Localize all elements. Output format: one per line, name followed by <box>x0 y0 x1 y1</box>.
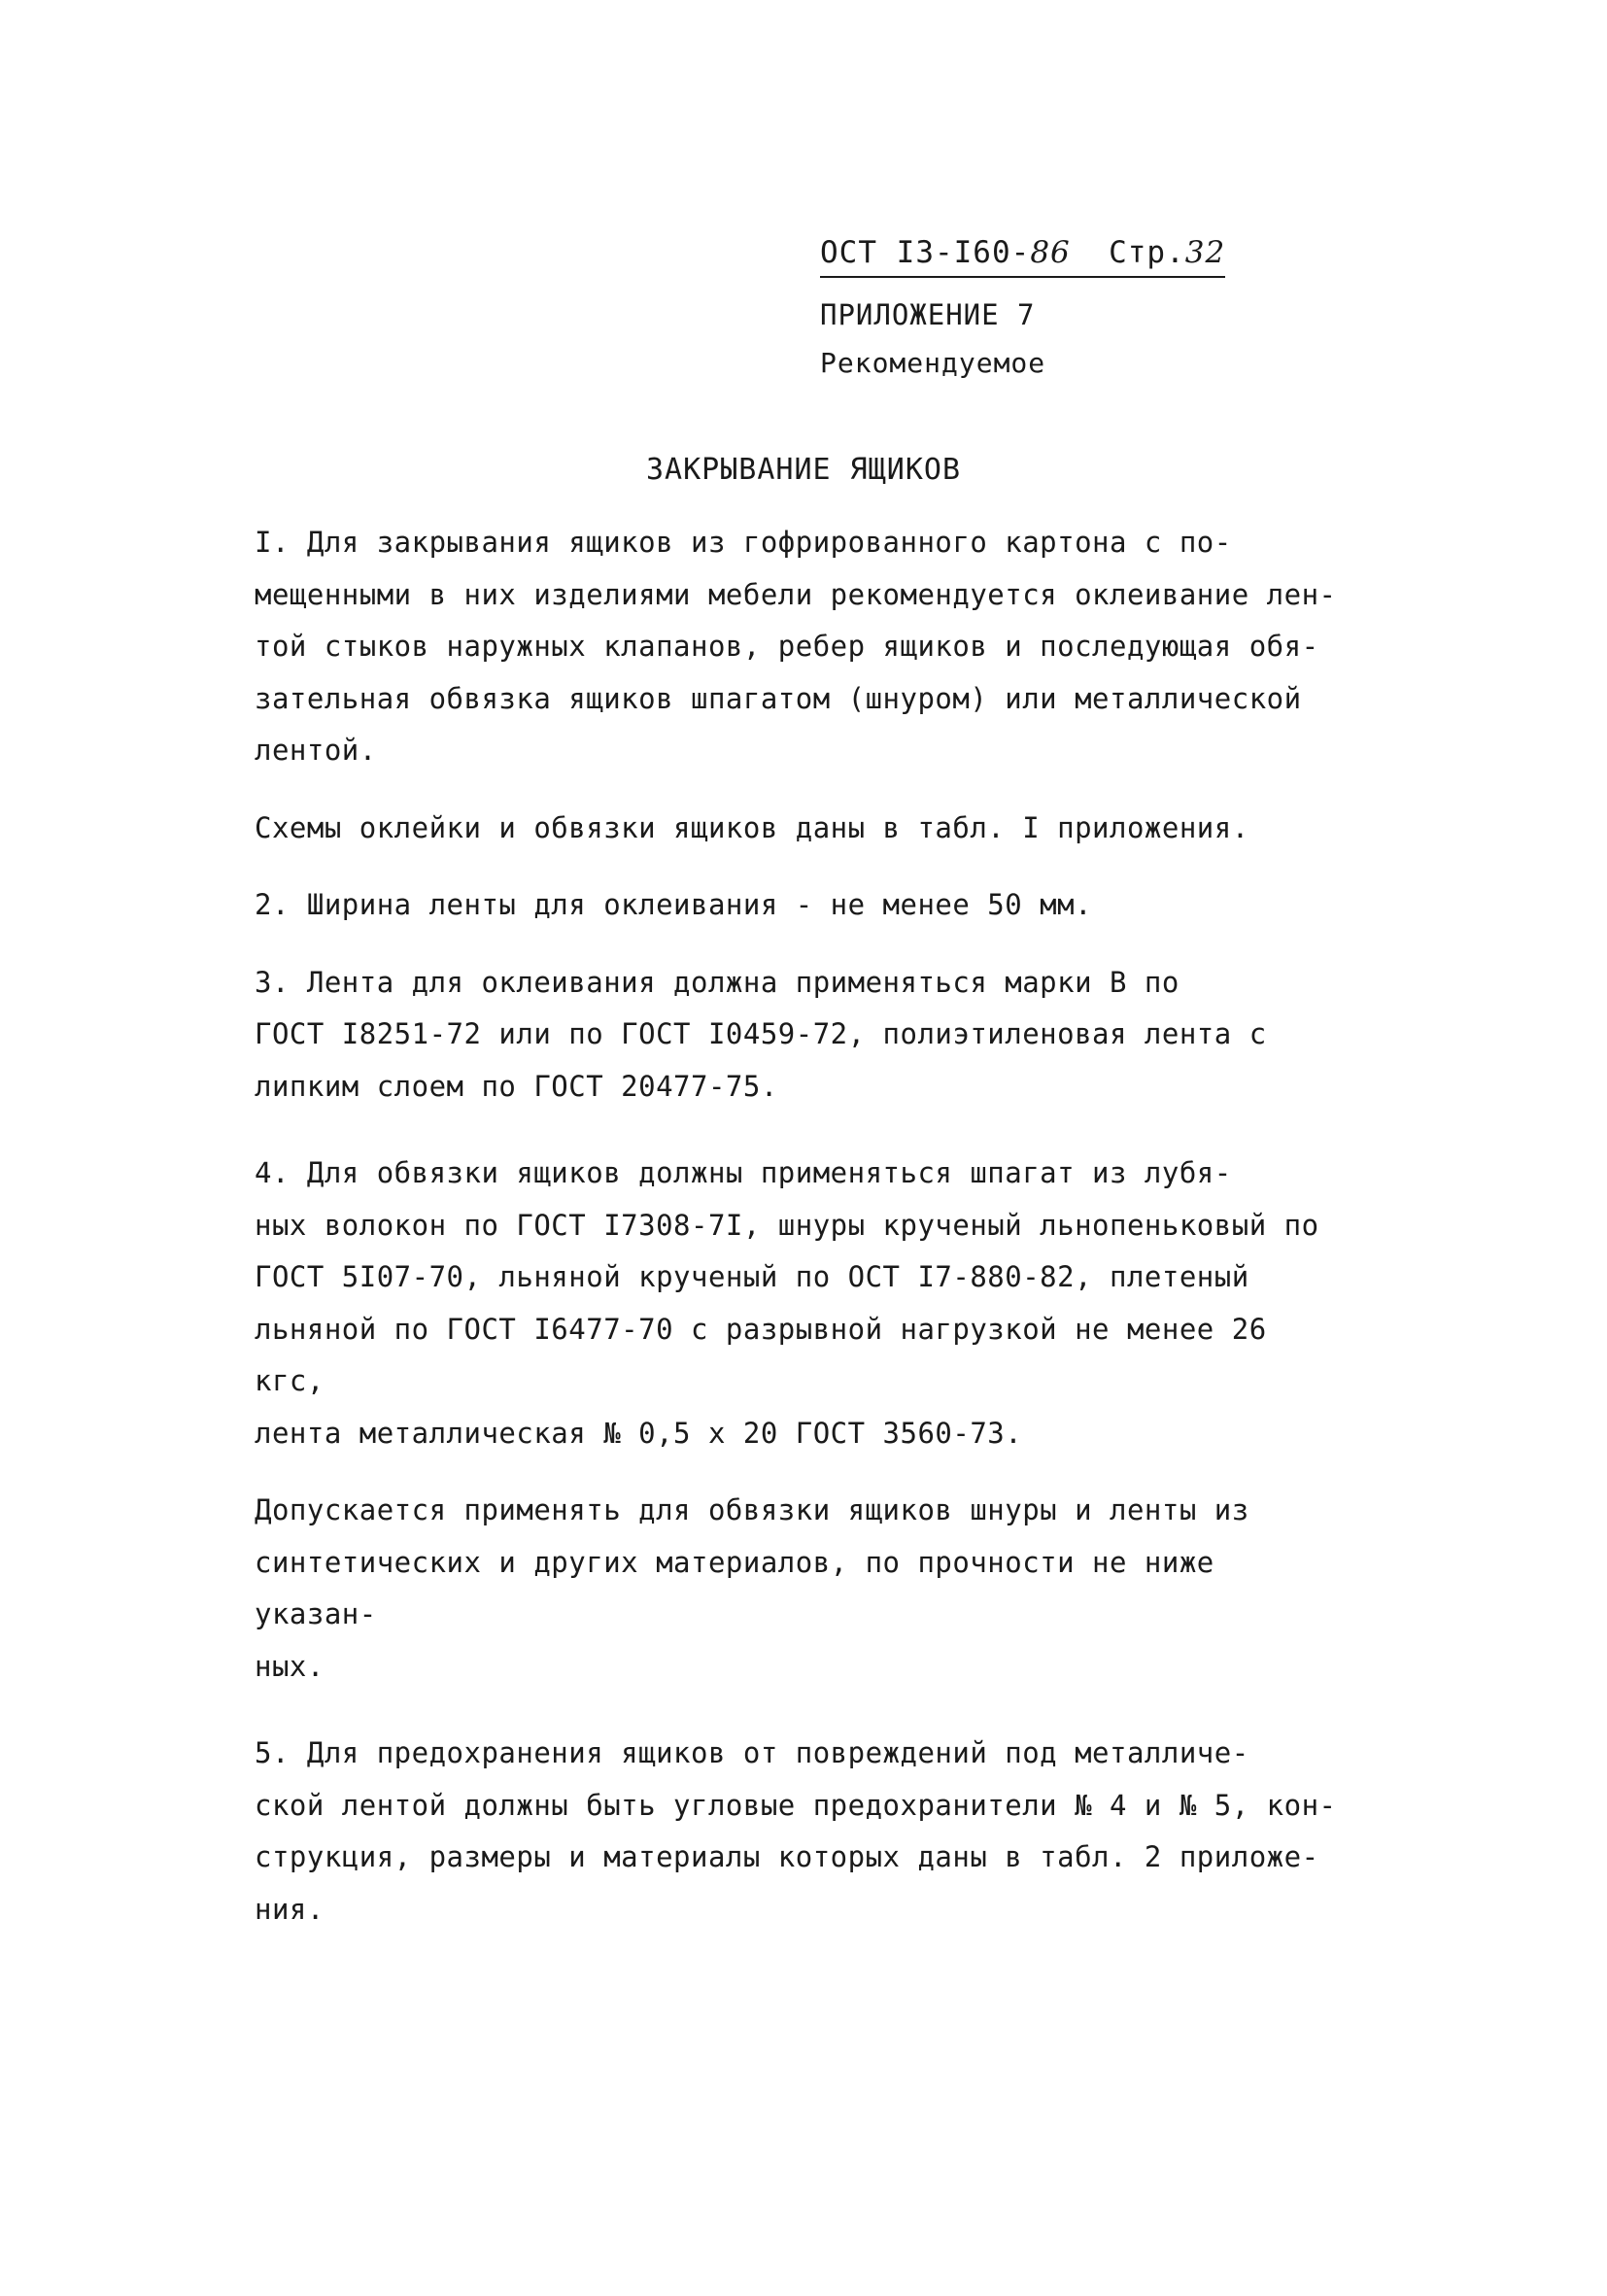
document-code-prefix: ОСТ I3-I60- <box>820 235 1031 270</box>
document-code <box>820 231 1225 278</box>
page-number-handwritten: 32 <box>1184 235 1226 270</box>
paragraph-5: 5. Для предохранения ящиков от повреждений под металличе- ской лентой должны быть угловые предохранители № 4 и № 5, кон- струкция, размеры и материалы которых даны в табл. 2 приложе- ния. <box>255 1736 1337 1926</box>
page-label: Стр. <box>1109 235 1185 270</box>
appendix-status: Рекомендуемое <box>820 347 1046 379</box>
document-header <box>820 231 1228 383</box>
document-year-handwritten: 86 <box>1030 235 1071 270</box>
paragraph-4: 4. Для обвязки ящиков должны применяться шпагат из лубя- ных волокон по ГОСТ I7308-7I, шнуры крученый льнопеньковый по ГОСТ 5I07-70, льняной крученый по ОСТ I7-880-82, плетеный льняной по ГОСТ I6477-70 с разрывной нагрузкой не менее 26 кгс, лента металлическая № 0,5 х 20 ГОСТ 3560-73. <box>255 1156 1319 1450</box>
appendix-label: ПРИЛОЖЕНИЕ 7 <box>820 298 1036 331</box>
paragraph-3: 3. Лента для оклеивания должна применяться марки В по ГОСТ I8251-72 или по ГОСТ I0459-72, полиэтиленовая лента с липким слоем по ГОСТ 20477-75. <box>255 965 1267 1103</box>
paragraph-4-note: Допускается применять для обвязки ящиков шнуры и ленты из синтетических и других материалов, по прочности не ниже указан- ных. <box>255 1493 1249 1683</box>
paragraph-1-note: Схемы оклейки и обвязки ящиков даны в табл. I приложения. <box>255 810 1249 844</box>
paragraph-2: 2. Ширина ленты для оклеивания - не менее 50 мм. <box>255 888 1093 921</box>
paragraph-1: I. Для закрывания ящиков из гофрированного картона с по- мещенными в них изделиями мебели рекомендуется оклеивание лен- той стыков наружных клапанов, ребер ящиков и последующая обя- зательная обвязка ящиков шпагатом (шнуром) или металлической лентой. <box>255 526 1337 767</box>
document-title: ЗАКРЫВАНИЕ ЯЩИКОВ <box>645 453 962 487</box>
document-body <box>255 517 1352 1936</box>
